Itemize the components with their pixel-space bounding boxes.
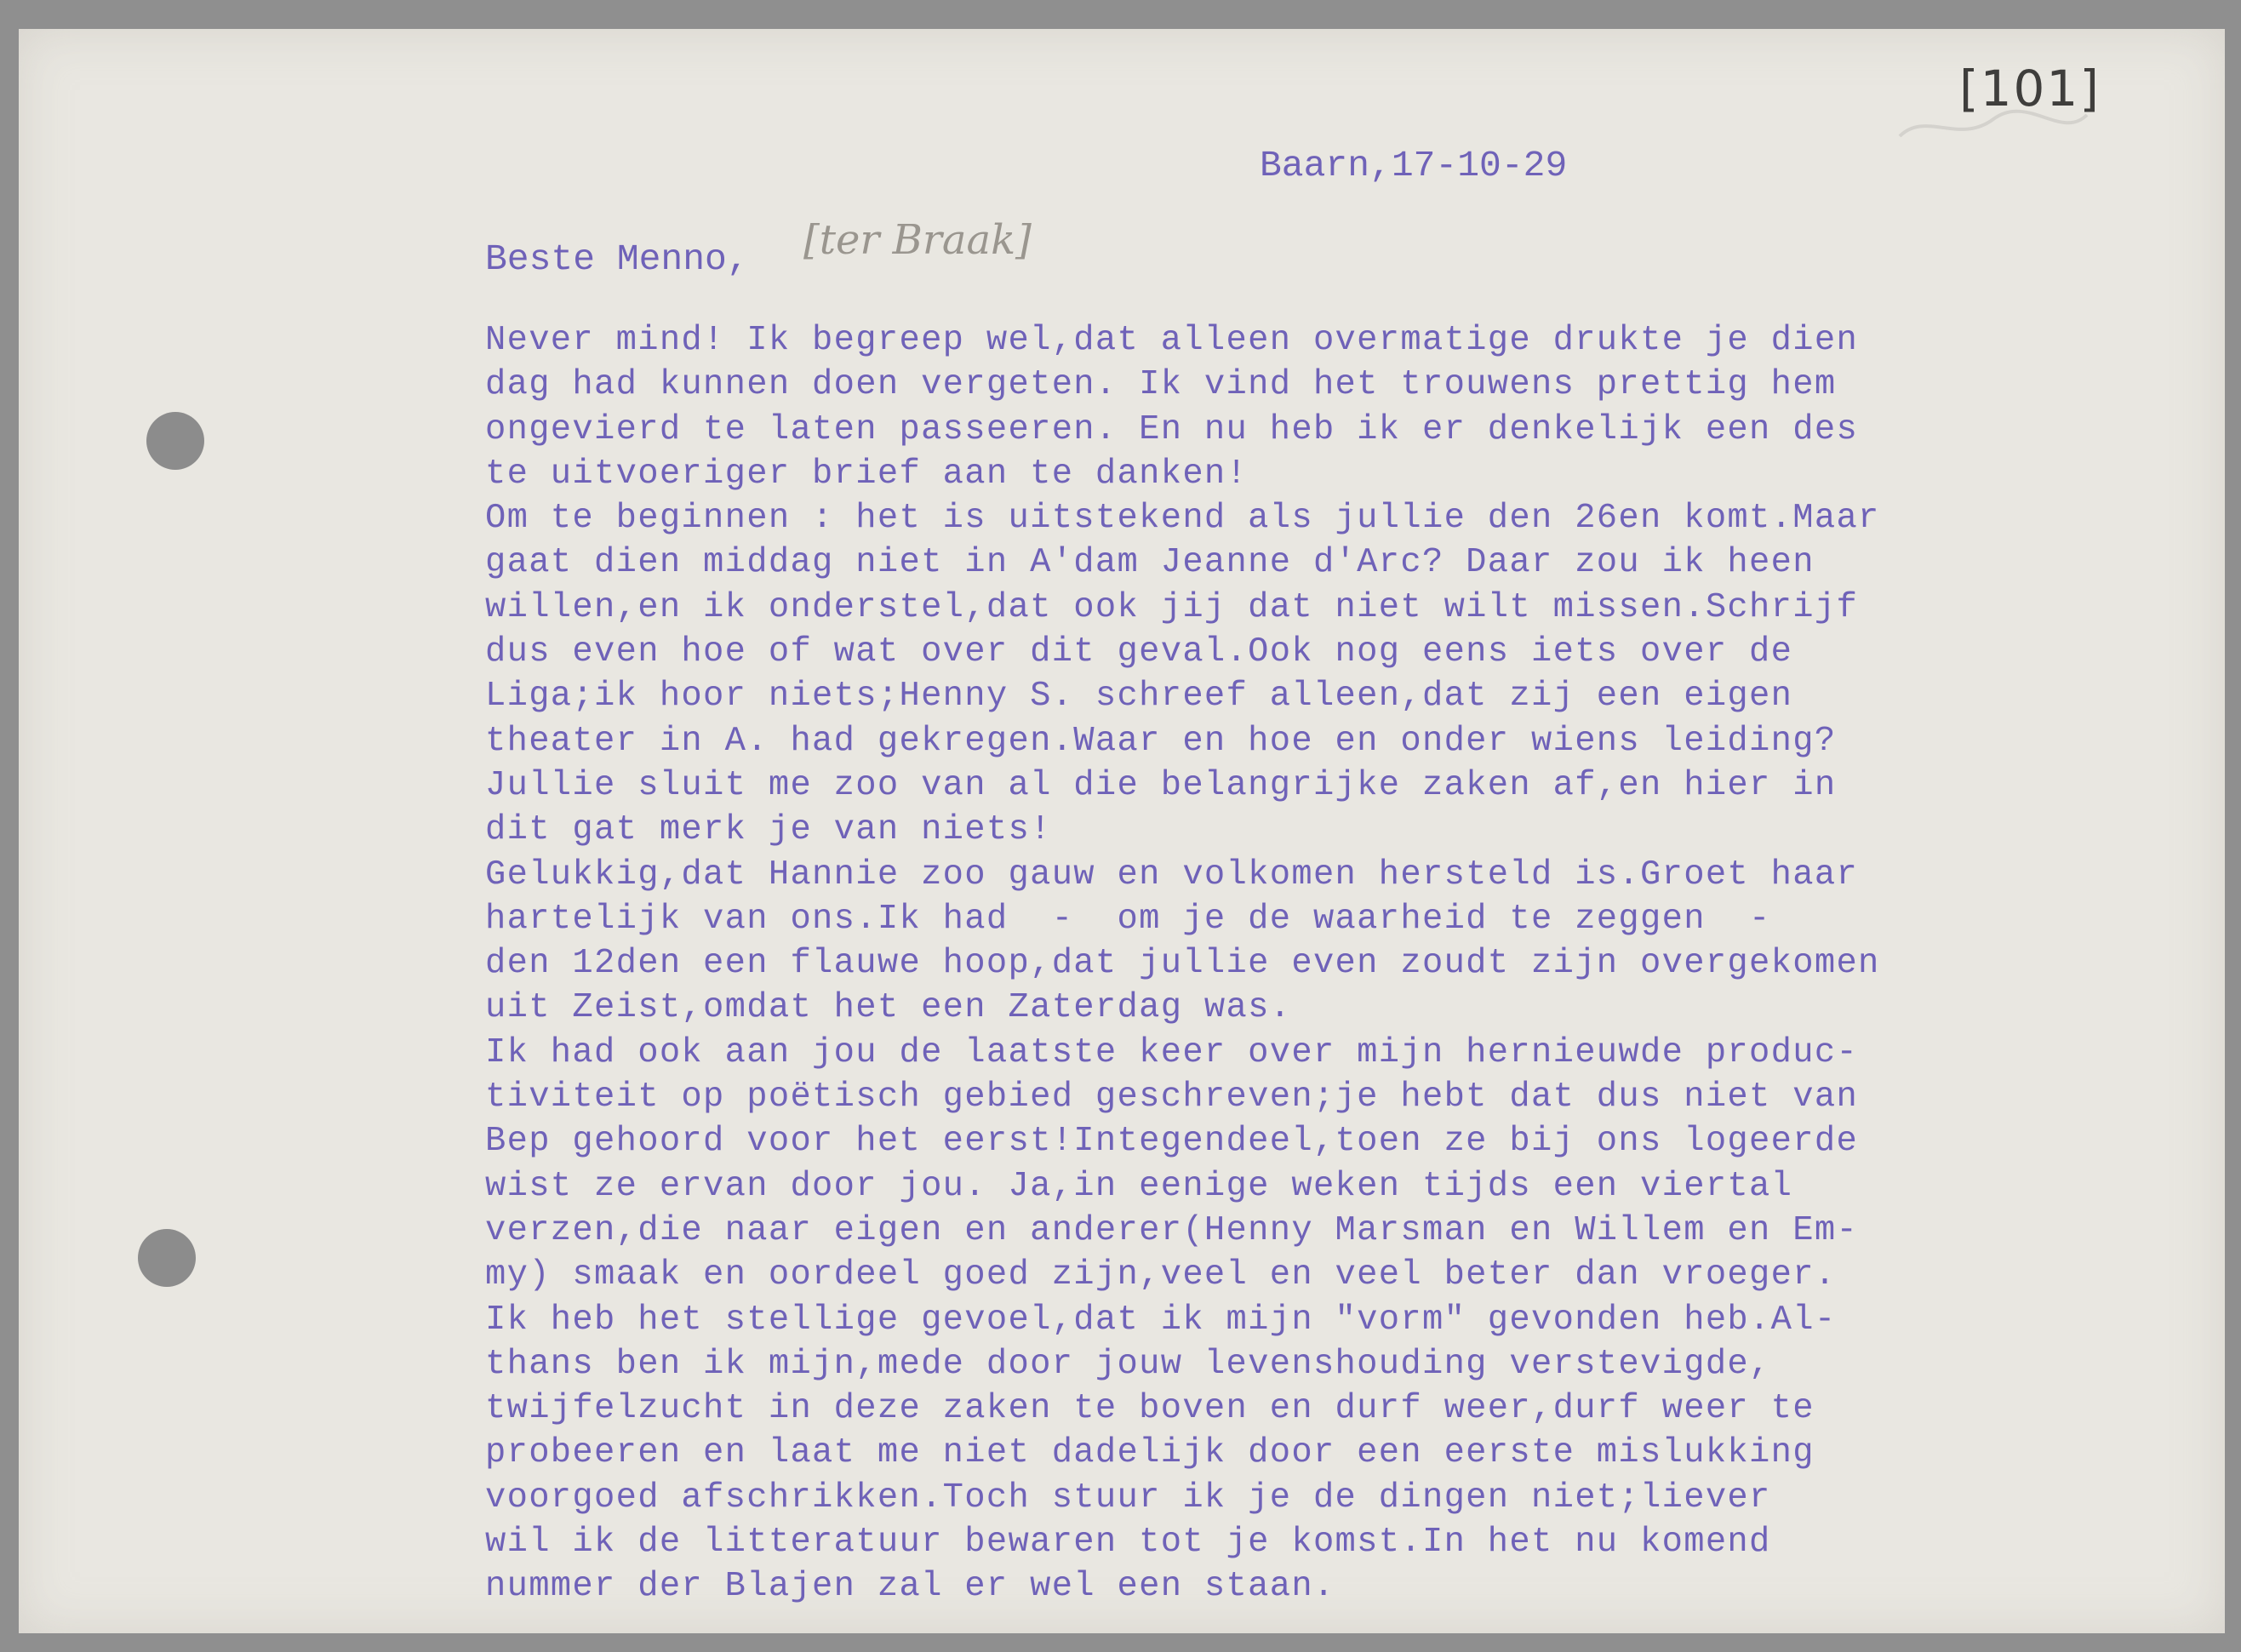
body-line: dit gat merk je van niets! — [485, 810, 1052, 850]
body-line: voorgoed afschrikken.Toch stuur ik je de dingen niet;liever — [485, 1478, 1771, 1518]
body-line: wil ik de litteratuur bewaren tot je komst.In het nu komend — [485, 1523, 1771, 1563]
body-line: dus even hoe of wat over dit geval.Ook nog eens iets over de — [485, 632, 1793, 672]
body-line: willen,en ik onderstel,dat ook jij dat niet wilt missen.Schrijf — [485, 587, 1859, 627]
body-line: Gelukkig,dat Hannie zoo gauw en volkomen hersteld is.Groet haar — [485, 855, 1859, 895]
body-line: uit Zeist,omdat het een Zaterdag was. — [485, 988, 1292, 1028]
body-line: wist ze ervan door jou. Ja,in eenige weken tijds een viertal — [485, 1166, 1793, 1206]
body-line: Jullie sluit me zoo van al die belangrijke zaken af,en hier in — [485, 765, 1837, 805]
body-line: nummer der Blajen zal er wel een staan. — [485, 1567, 1335, 1607]
body-line: Never mind! Ik begreep wel,dat alleen overmatige drukte je dien — [485, 321, 1859, 360]
body-line: theater in A. had gekregen.Waar en hoe en onder wiens leiding? — [485, 721, 1837, 761]
body-line: Liga;ik hoor niets;Henny S. schreef alleen,dat zij een eigen — [485, 677, 1793, 717]
body-line: ongevierd te laten passeeren. En nu heb ik er denkelijk een des — [485, 409, 1859, 449]
body-line: den 12den een flauwe hoop,dat jullie even zoudt zijn overgekomen — [485, 944, 1880, 984]
punch-hole-top — [146, 412, 204, 470]
body-line: gaat dien middag niet in A'dam Jeanne d'Arc? Daar zou ik heen — [485, 543, 1815, 583]
faint-stamp-mark — [1891, 102, 2095, 153]
body-line: Ik heb het stellige gevoel,dat ik mijn "vorm" gevonden heb.Al- — [485, 1300, 1837, 1340]
body-line: tiviteit op poëtisch gebied geschreven;je hebt dat dus niet van — [485, 1078, 1859, 1118]
body-line: twijfelzucht in deze zaken te boven en durf weer,durf weer te — [485, 1389, 1815, 1429]
letter-dateline: Baarn,17-10-29 — [1260, 145, 1568, 186]
body-line: thans ben ik mijn,mede door jouw levenshouding verstevigde, — [485, 1344, 1771, 1384]
body-line: Bep gehoord voor het eerst!Integendeel,toen ze bij ons logeerde — [485, 1122, 1859, 1162]
body-line: hartelijk van ons.Ik had - om je de waarheid te zeggen - — [485, 899, 1771, 939]
body-line: Om te beginnen : het is uitstekend als jullie den 26en komt.Maar — [485, 499, 1880, 539]
letter-salutation: Beste Menno, — [485, 238, 749, 280]
body-line: dag had kunnen doen vergeten. Ik vind het trouwens prettig hem — [485, 365, 1837, 405]
archive-number: [101] — [1959, 60, 2101, 117]
body-line: te uitvoeriger brief aan te danken! — [485, 454, 1249, 494]
punch-hole-bottom — [138, 1229, 196, 1287]
body-line: my) smaak en oordeel goed zijn,veel en veel beter dan vroeger. — [485, 1255, 1837, 1295]
body-line: verzen,die naar eigen en anderer(Henny Marsman en Willem en Em- — [485, 1210, 1859, 1250]
body-line: Ik had ook aan jou de laatste keer over mijn hernieuwde produc- — [485, 1032, 1859, 1072]
body-line: probeeren en laat me niet dadelijk door een eerste mislukking — [485, 1433, 1815, 1473]
letter-body — [485, 318, 2145, 1609]
letter-page — [19, 29, 2225, 1633]
pencil-editor-note: [ter Braak] — [803, 216, 1032, 264]
